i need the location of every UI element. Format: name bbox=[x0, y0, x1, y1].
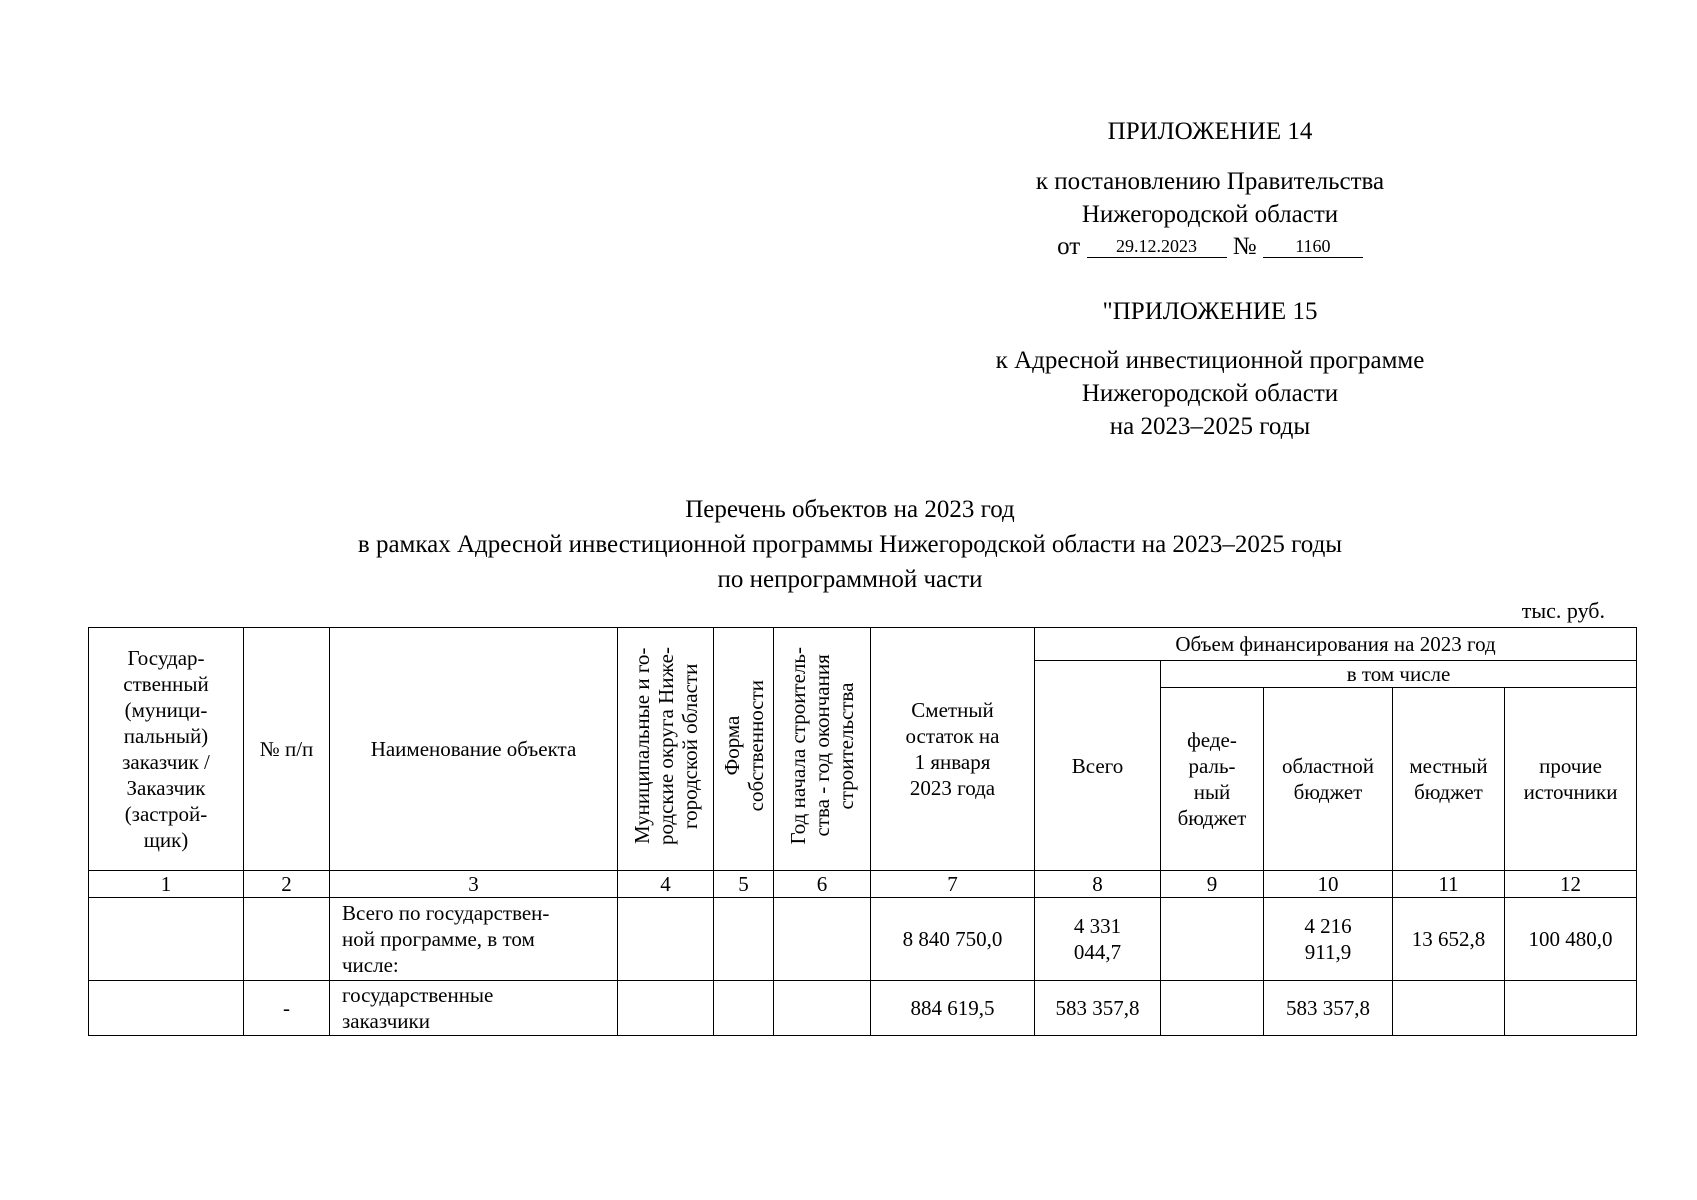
header-num: № п/п bbox=[244, 628, 330, 871]
column-number: 6 bbox=[774, 871, 871, 898]
header-total: Всего bbox=[1035, 661, 1161, 871]
cell-years bbox=[774, 898, 871, 981]
appendix14-reference: к постановлению Правительства Нижегородской области bbox=[1035, 168, 1385, 228]
column-number: 5 bbox=[714, 871, 774, 898]
cell-name: государственные заказчики bbox=[330, 981, 618, 1036]
cell-local bbox=[1393, 981, 1505, 1036]
cell-years bbox=[774, 981, 871, 1036]
header-local: местный бюджет bbox=[1393, 688, 1505, 871]
cell-regional: 4 216 911,9 bbox=[1264, 898, 1393, 981]
header-federal: феде- раль- ный бюджет bbox=[1161, 688, 1264, 871]
cell-estimate: 8 840 750,0 bbox=[871, 898, 1035, 981]
cell-name: Всего по государствен- ной программе, в том числе: bbox=[330, 898, 618, 981]
units-label: тыс. руб. bbox=[1521, 598, 1605, 623]
header-name: Наименование объекта bbox=[330, 628, 618, 871]
appendix15-reference: к Адресной инвестиционной программе Нижегородской области на 2023–2025 годы bbox=[995, 347, 1425, 440]
cell-customer bbox=[89, 898, 244, 981]
appendix14-title: ПРИЛОЖЕНИЕ 14 bbox=[1107, 118, 1313, 145]
header-customer: Государ- ственный (муници- пальный) заказчик / Заказчик (застрой- щик) bbox=[89, 628, 244, 871]
header-estimate: Сметный остаток на 1 января 2023 года bbox=[871, 628, 1035, 871]
list-title: Перечень объектов на 2023 год в рамках Адресной инвестиционной программы Нижегородской области на 2023–2025 годы по непрограммной части bbox=[357, 496, 1343, 593]
column-number: 12 bbox=[1505, 871, 1637, 898]
header-ownership: Форма собственности bbox=[714, 628, 774, 871]
header-other: прочие источники bbox=[1505, 688, 1637, 871]
cell-regional: 583 357,8 bbox=[1264, 981, 1393, 1036]
cell-federal bbox=[1161, 898, 1264, 981]
column-number: 4 bbox=[618, 871, 714, 898]
cell-total: 4 331 044,7 bbox=[1035, 898, 1161, 981]
column-number: 11 bbox=[1393, 871, 1505, 898]
cell-ownership bbox=[714, 981, 774, 1036]
column-number: 1 bbox=[89, 871, 244, 898]
table-row bbox=[89, 898, 1637, 981]
cell-num bbox=[244, 898, 330, 981]
header-including: в том числе bbox=[1161, 661, 1637, 688]
cell-estimate: 884 619,5 bbox=[871, 981, 1035, 1036]
number-sign: № bbox=[1232, 233, 1257, 260]
column-number: 9 bbox=[1161, 871, 1264, 898]
cell-other bbox=[1505, 981, 1637, 1036]
column-number: 7 bbox=[871, 871, 1035, 898]
header-municipal: Муниципальные и го- родские округа Ниже- городской области bbox=[618, 628, 714, 871]
decree-number: 1160 bbox=[1263, 235, 1363, 258]
objects-table bbox=[88, 627, 1637, 1036]
header-years: Год начала строитель- ства - год окончания строительства bbox=[774, 628, 871, 871]
cell-municipal bbox=[618, 981, 714, 1036]
column-number: 3 bbox=[330, 871, 618, 898]
header-volume: Объем финансирования на 2023 год bbox=[1035, 628, 1637, 661]
column-number: 8 bbox=[1035, 871, 1161, 898]
column-number: 2 bbox=[244, 871, 330, 898]
cell-municipal bbox=[618, 898, 714, 981]
appendix15-title: "ПРИЛОЖЕНИЕ 15 bbox=[1102, 298, 1318, 325]
cell-federal bbox=[1161, 981, 1264, 1036]
cell-other: 100 480,0 bbox=[1505, 898, 1637, 981]
cell-total: 583 357,8 bbox=[1035, 981, 1161, 1036]
cell-local: 13 652,8 bbox=[1393, 898, 1505, 981]
cell-num: - bbox=[244, 981, 330, 1036]
header-regional: областной бюджет bbox=[1264, 688, 1393, 871]
cell-ownership bbox=[714, 898, 774, 981]
cell-customer bbox=[89, 981, 244, 1036]
date-prefix: от bbox=[1057, 233, 1081, 260]
decree-date: 29.12.2023 bbox=[1087, 235, 1227, 258]
table-row bbox=[89, 981, 1637, 1036]
column-numbers-row bbox=[89, 871, 1637, 898]
column-number: 10 bbox=[1264, 871, 1393, 898]
decree-date-line bbox=[945, 230, 1475, 263]
